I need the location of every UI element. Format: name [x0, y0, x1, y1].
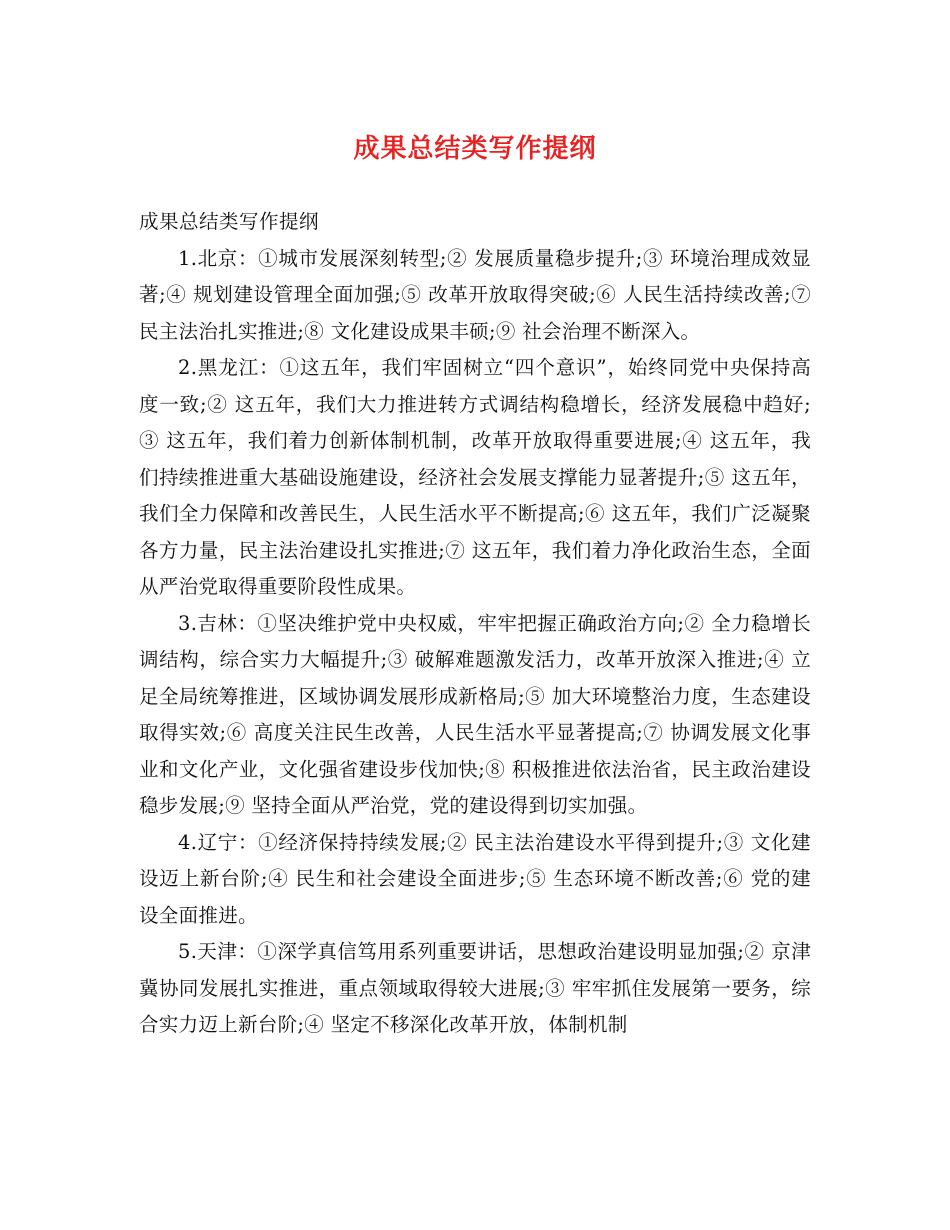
paragraph-beijing: 1.北京：①城市发展深刻转型;② 发展质量稳步提升;③ 环境治理成效显著;④ 规划建设管理全面加强;⑤ 改革开放取得突破;⑥ 人民生活持续改善;⑦ 民主法治扎实推进;⑧ 文化建设成果丰硕;⑨ 社会治理不断深入。 — [139, 246, 811, 343]
document-title: 成果总结类写作提纲 — [353, 134, 597, 164]
paragraph-tianjin: 5.天津：①深学真信笃用系列重要讲话，思想政治建设明显加强;② 京津冀协同发展扎实推进，重点领域取得较大进展;③ 牢牢抓住发展第一要务，综合实力迈上新台阶;④ 坚定不移深化改革开放，体制机制 — [139, 940, 811, 1036]
paragraph-heilongjiang: 2.黑龙江：①这五年，我们牢固树立“四个意识”，始终同党中央保持高度一致;② 这五年，我们大力推进转方式调结构稳增长，经济发展稳中趋好;③ 这五年，我们着力创新体制机制，改革开放取得重要进展;④ 这五年，我们持续推进重大基础设施建设，经济社会发展支撑能力显著提升;⑤ 这五年，我们全力保障和改善民生，人民生活水平不断提高;⑥ 这五年，我们广泛凝聚各方力量，民主法治建设扎实推进;⑦ 这五年，我们着力净化政治生态，全面从严治党取得重要阶段性成果。 — [139, 356, 811, 598]
paragraph-jilin: 3.吉林：①坚决维护党中央权威，牢牢把握正确政治方向;② 全力稳增长调结构，综合实力大幅提升;③ 破解难题激发活力，改革开放深入推进;④ 立足全局统筹推进，区域协调发展形成新格局;⑤ 加大环境整治力度，生态建设取得实效;⑥ 高度关注民生改善，人民生活水平显著提高;⑦ 协调发展文化事业和文化产业，文化强省建设步伐加快;⑧ 积极推进依法治省，民主政治建设稳步发展;⑨ 坚持全面从严治党，党的建设得到切实加强。 — [139, 611, 811, 817]
paragraph-liaoning: 4.辽宁：①经济保持持续发展;② 民主法治建设水平得到提升;③ 文化建设迈上新台阶;④ 民生和社会建设全面进步;⑤ 生态环境不断改善;⑥ 党的建设全面推进。 — [139, 830, 811, 927]
document-body — [139, 204, 811, 1044]
document-subtitle: 成果总结类写作提纲 — [139, 210, 320, 233]
